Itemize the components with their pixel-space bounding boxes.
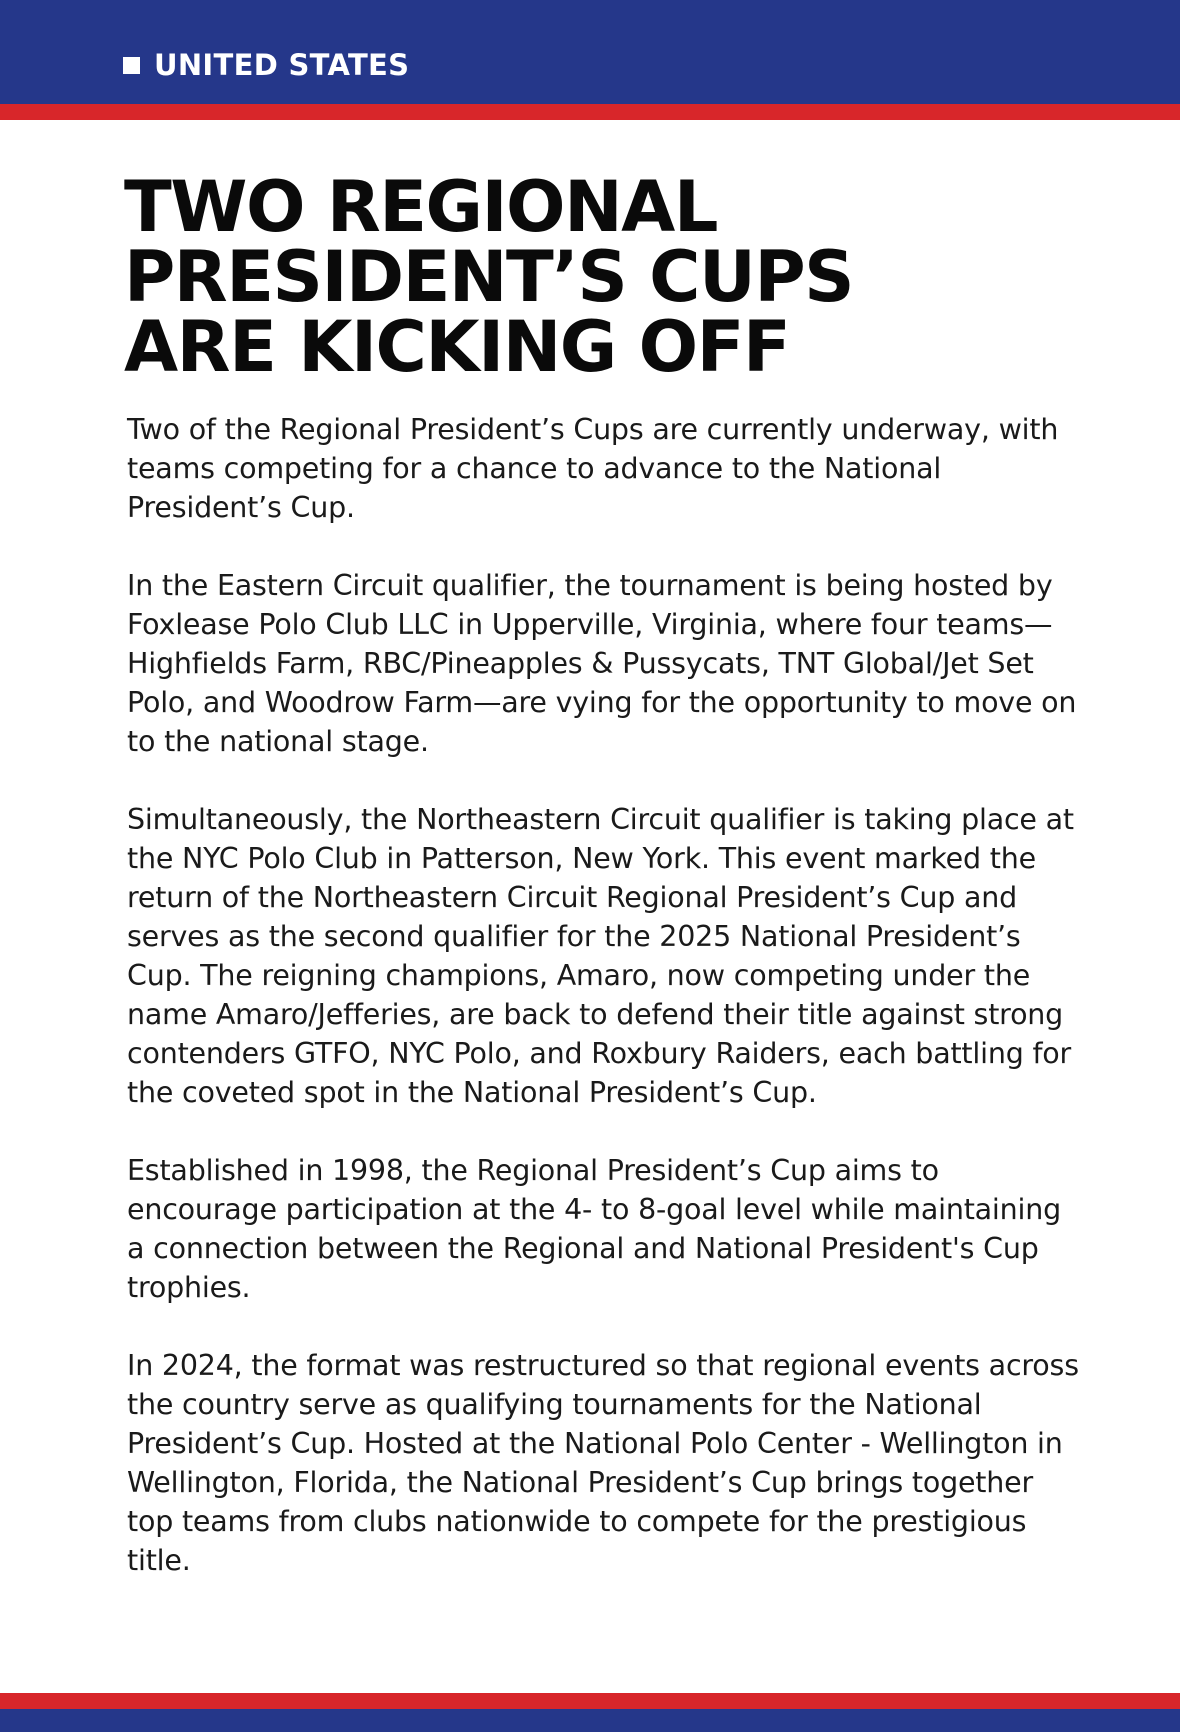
section-label-text: UNITED STATES [154, 48, 410, 82]
paragraph-northeastern-circuit: Simultaneously, the Northeastern Circuit qualifier is taking place at the NYC Polo Club in Patterson, New York. This event marked the return of the Northeastern Circuit Regional President’s Cup and serves as the second qualifier for the 2025 National President’s Cup. The reigning champions, Amaro, now competing under the name Amaro/Jefferies, are back to defend their title against strong contenders GTFO, NYC Polo, and Roxbury Raiders, each battling for the coveted spot in the National President’s Cup. [127, 803, 1074, 1109]
footer-band [0, 1709, 1180, 1732]
headline-line-3: ARE KICKING OFF [124, 306, 790, 388]
paragraph-eastern-circuit: In the Eastern Circuit qualifier, the tournament is being hosted by Foxlease Polo Club LLC in Upperville, Virginia, where four teams—Highfields Farm, RBC/Pineapples & Pussycats, TNT Global/Jet Set Polo, and Woodrow Farm—are vying for the opportunity to move on to the national stage. [127, 569, 1077, 758]
headline-line-1: TWO REGIONAL [124, 166, 717, 248]
square-icon [123, 57, 140, 74]
paragraph-history: Established in 1998, the Regional President’s Cup aims to encourage participation at the 4- to 8-goal level while maintaining a connection between the Regional and National President's Cup trophies. [127, 1154, 1061, 1304]
header-red-stripe [0, 104, 1180, 120]
paragraph-intro: Two of the Regional President’s Cups are currently underway, with teams competing for a chance to advance to the National President’s Cup. [127, 413, 1059, 524]
section-label [123, 48, 409, 82]
article-body [127, 410, 1087, 1619]
footer-red-stripe [0, 1693, 1180, 1709]
headline-line-2: PRESIDENT’S CUPS [124, 236, 854, 318]
paragraph-format: In 2024, the format was restructured so that regional events across the country serve as qualifying tournaments for the National President’s Cup. Hosted at the National Polo Center - Wellington in Wellington, Florida, the National President’s Cup brings together top teams from clubs nationwide to compete for the prestigious title. [127, 1349, 1079, 1577]
article-headline [124, 166, 1104, 388]
